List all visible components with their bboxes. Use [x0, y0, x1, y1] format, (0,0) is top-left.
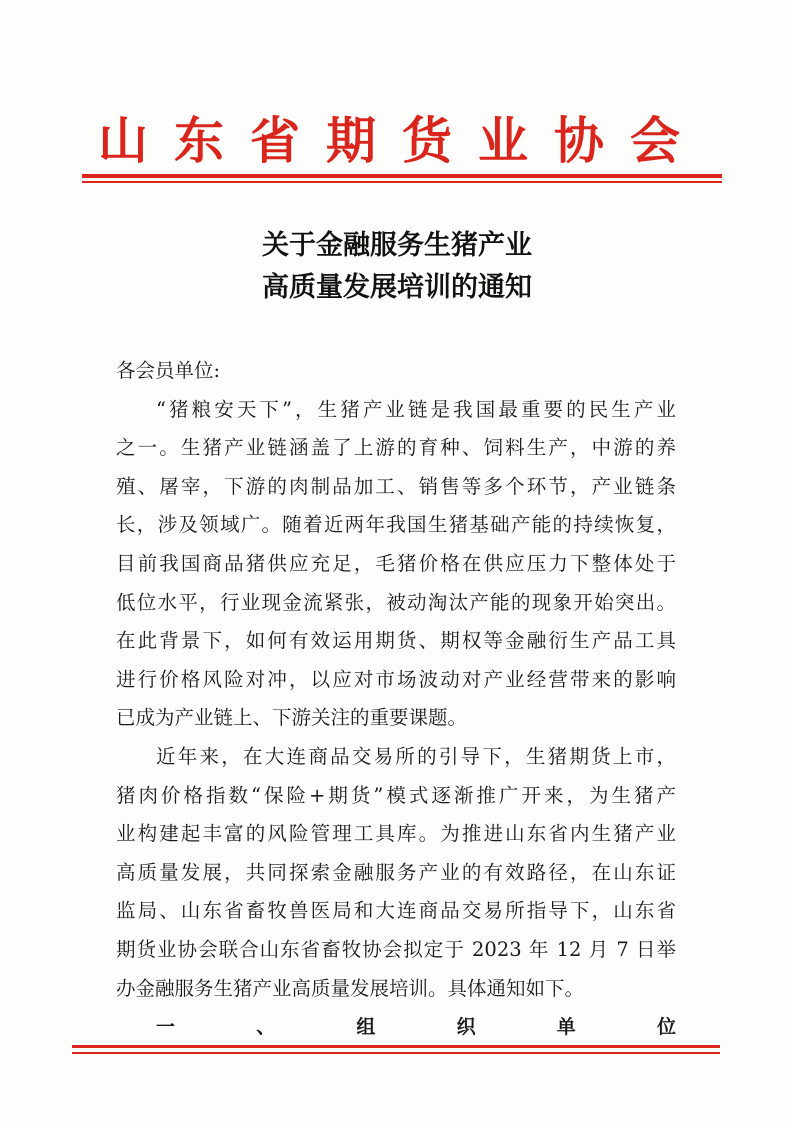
letterhead-rule-thick	[82, 174, 722, 178]
paragraph-line: 监局、山东省畜牧兽医局和大连商品交易所指导下，山东省	[116, 899, 676, 923]
document-title-line-2: 高质量发展培训的通知	[262, 272, 532, 303]
footer-rule-thin	[72, 1052, 720, 1054]
paragraph-line: 之一。生猪产业链涵盖了上游的育种、饲料生产，中游的养	[116, 436, 676, 460]
paragraph-line: 殖、屠宰，下游的肉制品加工、销售等多个环节，产业链条	[116, 474, 676, 498]
section-heading: 一、组织单位	[156, 1016, 676, 1039]
paragraph-line: 猪肉价格指数“保险+期货”模式逐渐推广开来，为生猪产	[116, 783, 676, 807]
paragraph-line: 低位水平，行业现金流紧张，被动淘汰产能的现象开始突出。	[116, 590, 676, 614]
paragraph-line: 业构建起丰富的风险管理工具库。为推进山东省内生猪产业	[116, 822, 676, 846]
letterhead-organization-name: 山东省期货业协会	[98, 111, 706, 170]
footer-rule-thick	[72, 1045, 720, 1048]
paragraph-line: 已成为产业链上、下游关注的重要课题。	[116, 706, 468, 730]
paragraph-line: 长，涉及领域广。随着近两年我国生猪基础产能的持续恢复，	[116, 513, 676, 537]
document-title-line-1: 关于金融服务生猪产业	[262, 230, 532, 261]
paragraph-line: 进行价格风险对冲，以应对市场波动对产业经营带来的影响	[116, 667, 676, 691]
paragraph-line: “猪粮安天下”，生猪产业链是我国最重要的民生产业	[156, 397, 676, 421]
paragraph-line: 近年来，在大连商品交易所的引导下，生猪期货上市，	[156, 744, 676, 768]
paragraph-1	[116, 391, 676, 738]
paragraph-line: 办金融服务生猪产业高质量发展培训。具体通知如下。	[116, 976, 585, 1000]
paragraph-line: 在此背景下，如何有效运用期货、期权等金融衍生产品工具	[116, 629, 676, 653]
paragraph-line: 高质量发展，共同探索金融服务产业的有效路径，在山东证	[116, 860, 676, 884]
document-body	[116, 352, 676, 1047]
salutation: 各会员单位:	[116, 359, 221, 382]
paragraph-line: 期货业协会联合山东省畜牧协会拟定于 2023 年 12 月 7 日举	[116, 937, 676, 961]
letterhead-rule-thin	[82, 181, 722, 183]
paragraph-2	[116, 738, 676, 1008]
paragraph-line: 目前我国商品猪供应充足，毛猪价格在供应压力下整体处于	[116, 551, 676, 575]
